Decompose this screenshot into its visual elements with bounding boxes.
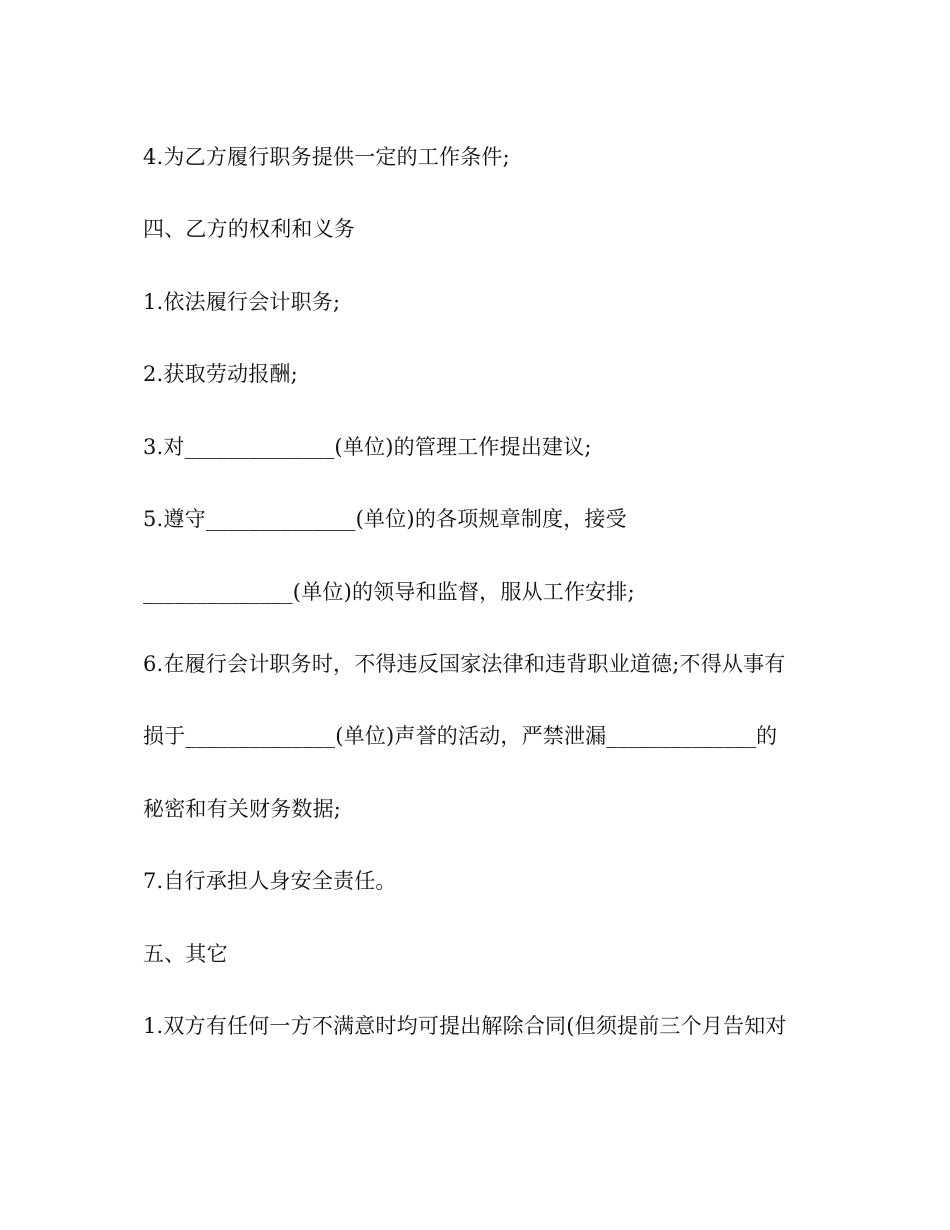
clause-6-ethics-line-3: 秘密和有关财务数据;: [143, 797, 342, 821]
clause-4-work-conditions: 4.为乙方履行职务提供一定的工作条件;: [143, 145, 510, 169]
clause-1-perform-duties: 1.依法履行会计职务;: [143, 290, 341, 314]
clause-5-rules-line-1: 5.遵守______________(单位)的各项规章制度，接受: [143, 507, 627, 531]
clause-5-rules-line-2: ______________(单位)的领导和监督，服从工作安排;: [143, 580, 635, 604]
section-heading-5: 五、其它: [143, 942, 228, 966]
clause-6-ethics-line-2: 损于______________(单位)声誉的活动，严禁泄漏______________的: [143, 724, 778, 748]
clause-7-personal-safety: 7.自行承担人身安全责任。: [143, 869, 397, 893]
other-clause-1-termination: 1.双方有任何一方不满意时均可提出解除合同(但须提前三个月告知对: [143, 1014, 787, 1038]
clause-6-ethics-line-1: 6.在履行会计职务时，不得违反国家法律和违背职业道德;不得从事有: [143, 652, 786, 676]
clause-2-remuneration: 2.获取劳动报酬;: [143, 362, 298, 386]
section-heading-4: 四、乙方的权利和义务: [143, 217, 355, 241]
clause-3-suggestions: 3.对______________(单位)的管理工作提出建议;: [143, 435, 592, 459]
